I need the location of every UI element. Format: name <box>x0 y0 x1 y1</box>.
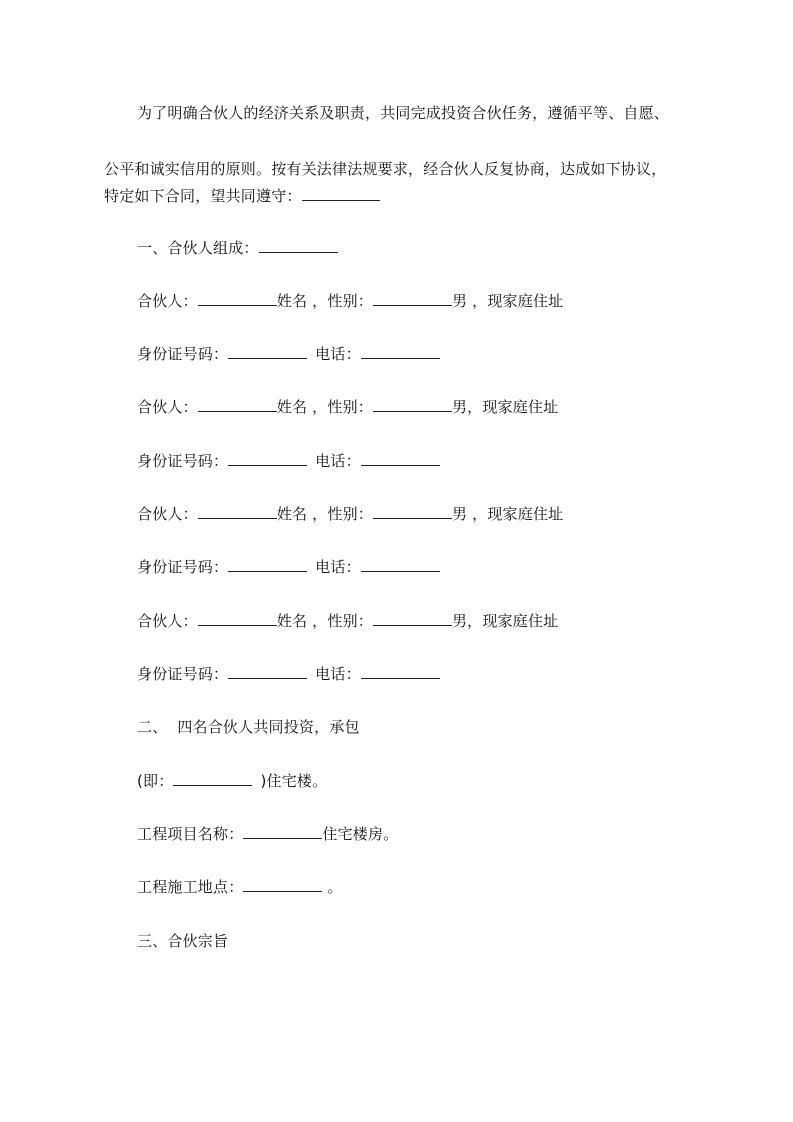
section3-heading-text: 三、合伙宗旨 <box>137 932 229 950</box>
partner-4-gender-blank[interactable] <box>373 611 452 626</box>
name-gender-label: 姓名 ，性别： <box>276 398 373 416</box>
partner-2-gender-blank[interactable] <box>373 397 452 412</box>
id-number-label: 身份证号码： <box>137 665 229 683</box>
phone-label: 电话： <box>315 345 361 363</box>
section2-heading <box>137 717 360 737</box>
project-name-suffix: 住宅楼房。 <box>322 825 399 843</box>
partner-4-id-blank[interactable] <box>228 664 307 679</box>
site-label: 工程施工地点： <box>137 878 244 896</box>
partner-4-phone-blank[interactable] <box>361 664 440 679</box>
partner-1-id-line <box>137 344 440 364</box>
partner-2-line <box>137 397 558 417</box>
name-gender-label: 姓名 ，性别： <box>276 612 373 630</box>
partner-1-blank[interactable] <box>198 291 277 306</box>
partner-3-blank[interactable] <box>198 504 277 519</box>
partner-3-gender-blank[interactable] <box>373 504 452 519</box>
partner-3-id-blank[interactable] <box>228 557 307 572</box>
partner-label: 合伙人： <box>137 398 198 416</box>
id-number-label: 身份证号码： <box>137 558 229 576</box>
partner-2-blank[interactable] <box>198 397 277 412</box>
partner-label: 合伙人： <box>137 292 198 310</box>
intro-line-2 <box>104 159 666 179</box>
partner-3-line <box>137 504 563 524</box>
section3-heading <box>137 931 228 951</box>
partner-3-phone-blank[interactable] <box>361 557 440 572</box>
partners-composition-blank[interactable] <box>259 238 338 253</box>
male-address-label: 男 ，现家庭住址 <box>451 292 564 310</box>
ie-blank[interactable] <box>173 771 252 786</box>
intro-text-1: 为了明确合伙人的经济关系及职责，共同完成投资合伙任务，遵循平等、自愿、 <box>137 104 670 122</box>
project-name-blank[interactable] <box>243 824 322 839</box>
male-address-label: 男 ，现家庭住址 <box>451 505 564 523</box>
section2-ie-line <box>137 771 327 791</box>
partner-2-phone-blank[interactable] <box>361 451 440 466</box>
partner-1-line <box>137 291 563 311</box>
partner-label: 合伙人： <box>137 505 198 523</box>
project-name-label: 工程项目名称： <box>137 825 244 843</box>
section1-heading-text: 一、合伙人组成： <box>137 239 259 257</box>
section1-heading <box>137 238 338 258</box>
intro-text-2: 公平和诚实信用的原则。按有关法律法规要求，经合伙人反复协商，达成如下协议， <box>104 160 667 178</box>
partner-4-blank[interactable] <box>198 611 277 626</box>
name-gender-label: 姓名 ，性别： <box>276 292 373 310</box>
partner-1-id-blank[interactable] <box>228 344 307 359</box>
ie-close-label: )住宅楼。 <box>260 772 328 790</box>
partner-3-id-line <box>137 557 440 577</box>
site-suffix: 。 <box>322 878 343 896</box>
agreement-blank[interactable] <box>302 186 380 201</box>
partner-4-id-line <box>137 664 440 684</box>
partner-2-id-line <box>137 451 440 471</box>
phone-label: 电话： <box>315 452 361 470</box>
ie-open-label: (即： <box>137 772 174 790</box>
partner-1-phone-blank[interactable] <box>361 344 440 359</box>
partner-4-line <box>137 611 558 631</box>
intro-line-1 <box>137 103 669 123</box>
phone-label: 电话： <box>315 665 361 683</box>
site-blank[interactable] <box>243 877 322 892</box>
site-line <box>137 877 343 897</box>
partner-label: 合伙人： <box>137 612 198 630</box>
partner-1-gender-blank[interactable] <box>373 291 452 306</box>
project-name-line <box>137 824 398 844</box>
id-number-label: 身份证号码： <box>137 452 229 470</box>
id-number-label: 身份证号码： <box>137 345 229 363</box>
intro-text-3: 特定如下合同，望共同遵守： <box>104 187 302 205</box>
partner-2-id-blank[interactable] <box>228 451 307 466</box>
male-address-label: 男，现家庭住址 <box>451 398 559 416</box>
phone-label: 电话： <box>315 558 361 576</box>
name-gender-label: 姓名 ，性别： <box>276 505 373 523</box>
intro-line-3 <box>104 186 380 206</box>
section2-heading-text: 二、 四名合伙人共同投资，承包 <box>137 718 360 736</box>
male-address-label: 男，现家庭住址 <box>451 612 559 630</box>
